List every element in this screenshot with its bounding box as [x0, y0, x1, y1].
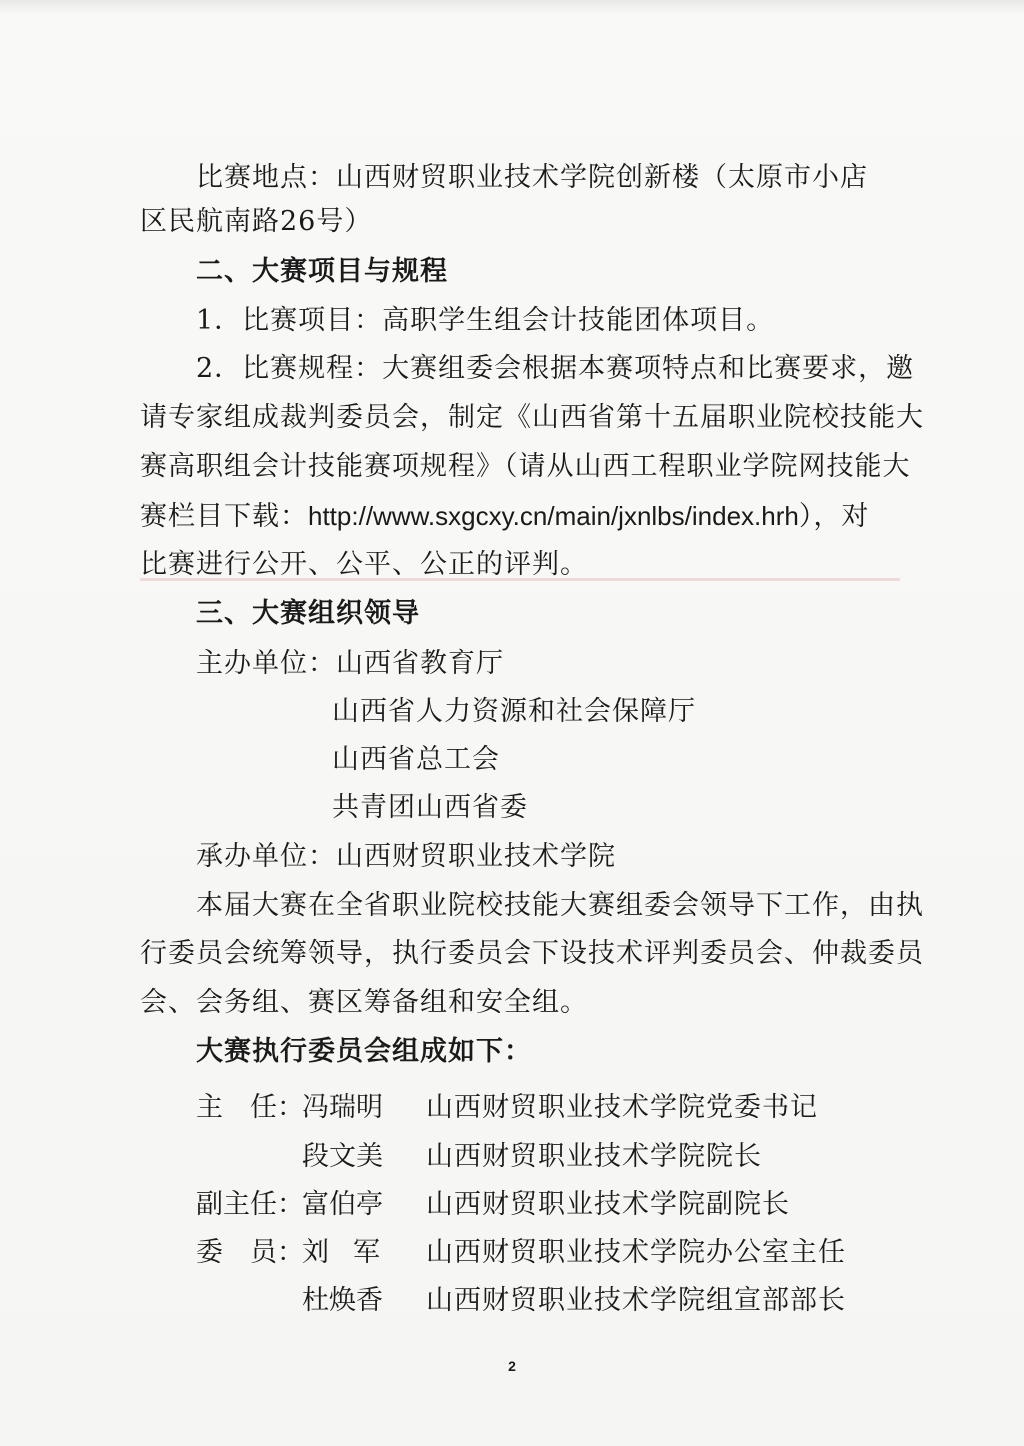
- paragraph-line-1: 本届大赛在全省职业院校技能大赛组委会领导下工作，由执: [196, 890, 924, 921]
- member-name: 杜焕香: [302, 1285, 383, 1316]
- committee-member-name: [302, 1134, 383, 1173]
- item-1: 1．比赛项目：高职学生组会计技能团体项目。: [196, 305, 775, 336]
- rules-download-link[interactable]: http://www.sxgcxy.cn/main/jxnlbs/index.hrh: [308, 501, 799, 531]
- committee-member-post: 山西财贸职业技术学院党委书记: [426, 1092, 818, 1123]
- paragraph-line-3: 会、会务组、赛区筹备组和安全组。: [140, 987, 588, 1018]
- venue-line-2: 区民航南路26号）: [140, 206, 373, 237]
- committee-member-post: 山西财贸职业技术学院院长: [426, 1141, 762, 1172]
- role-char: 主: [196, 1092, 223, 1123]
- committee-member-name: [302, 1182, 383, 1221]
- committee-member-post: 山西财贸职业技术学院副院长: [426, 1189, 790, 1220]
- role-char: 任：: [250, 1092, 304, 1123]
- page-number: 2: [508, 1358, 516, 1374]
- item-2-line-3: 赛高职组会计技能赛项规程》（请从山西工程职业学院网技能大: [140, 451, 911, 482]
- member-name: 富伯亭: [302, 1189, 383, 1220]
- committee-role-member: [196, 1230, 304, 1269]
- committee-role-director: [196, 1085, 304, 1124]
- item-2-line-4: [140, 503, 869, 530]
- member-name-char: 刘: [302, 1237, 329, 1268]
- member-name: 段文美: [302, 1141, 383, 1172]
- host-units-line-4: 共青团山西省委: [332, 792, 528, 823]
- committee-member-name: [302, 1085, 383, 1124]
- section-3-heading: 三、大赛组织领导: [196, 598, 420, 629]
- item-2-line-2: 请专家组成裁判委员会，制定《山西省第十五届职业院校技能大: [140, 402, 924, 433]
- download-suffix: ），对: [798, 501, 870, 532]
- venue-line-1: 比赛地点：山西财贸职业技术学院创新楼（太原市小店: [196, 162, 868, 193]
- role-char: 员：: [250, 1237, 304, 1268]
- item-2-line-1: 2．比赛规程：大赛组委会根据本赛项特点和比赛要求，邀: [196, 353, 915, 384]
- scan-shadow: [0, 0, 1024, 14]
- role-text: 副主任：: [196, 1189, 304, 1220]
- committee-member-name: [302, 1278, 383, 1317]
- section-2-heading: 二、大赛项目与规程: [196, 256, 448, 287]
- committee-member-post: 山西财贸职业技术学院办公室主任: [426, 1237, 846, 1268]
- committee-member-name: [302, 1230, 380, 1269]
- host-units-line-2: 山西省人力资源和社会保障厅: [332, 696, 696, 727]
- role-char: 委: [196, 1237, 223, 1268]
- download-label: 赛栏目下载：: [140, 501, 308, 532]
- host-units-line-1: 主办单位：山西省教育厅: [196, 648, 504, 679]
- member-name: 冯瑞明: [302, 1092, 383, 1123]
- paragraph-line-2: 行委员会统筹领导，执行委员会下设技术评判委员会、仲裁委员: [140, 938, 924, 969]
- committee-member-post: 山西财贸职业技术学院组宣部部长: [426, 1285, 846, 1316]
- member-name-char: 军: [353, 1237, 380, 1268]
- committee-heading: 大赛执行委员会组成如下：: [196, 1036, 532, 1067]
- committee-role-deputy-director: [196, 1182, 304, 1221]
- item-2-line-5: 比赛进行公开、公平、公正的评判。: [140, 549, 588, 580]
- organizer-line: 承办单位：山西财贸职业技术学院: [196, 841, 616, 872]
- host-units-line-3: 山西省总工会: [332, 744, 500, 775]
